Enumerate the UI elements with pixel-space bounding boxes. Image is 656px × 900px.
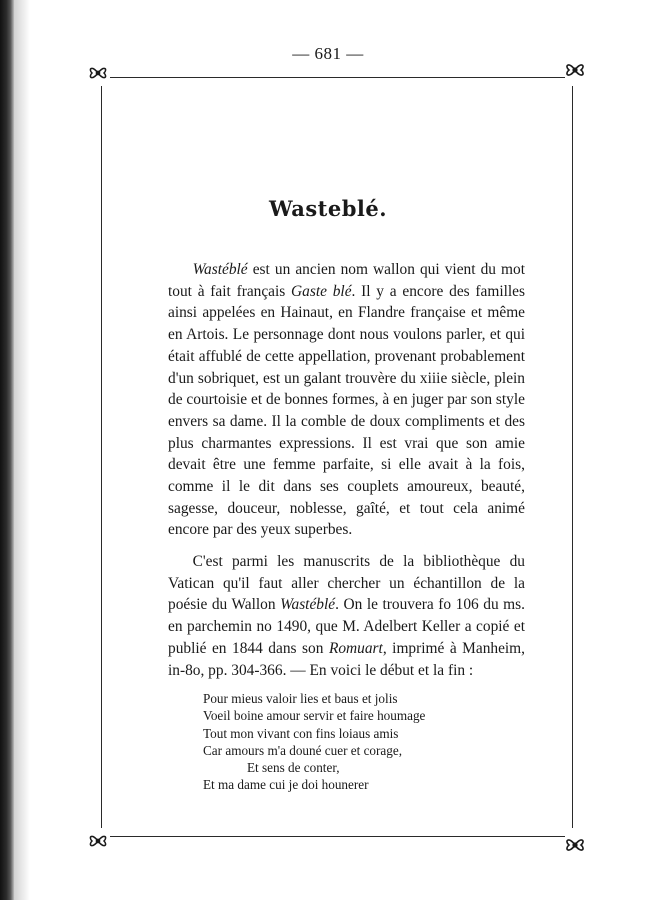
spine-shadow: [14, 0, 30, 900]
poem-line: Et ma dame cui je doi hounerer: [203, 777, 369, 793]
page-title: Wasteblé.: [268, 196, 388, 221]
name-emphasis: Wastéblé: [280, 596, 336, 614]
fleuron-knot-icon: [563, 833, 587, 857]
fleuron-knot-icon: [563, 58, 587, 82]
fleuron-knot-icon: [86, 829, 110, 853]
poem-excerpt: [203, 690, 523, 794]
book-spine-edge: [0, 0, 14, 900]
poem-line: Et sens de conter,: [247, 760, 340, 776]
page-number: — 681 —: [292, 44, 364, 63]
text-run: est un ancien nom wallon qui vient du mot tout à fait français: [168, 261, 525, 300]
paragraph-2: [168, 551, 525, 681]
poem-line: Pour mieus valoir lies et baus et jolis: [203, 691, 398, 706]
frame-bottom-line: [110, 836, 565, 837]
poem-line: Tout mon vivant con fins loiaus amis: [203, 725, 399, 741]
word-emphasis: Gaste blé: [291, 282, 352, 300]
poem-line: Voeil boine amour servir et faire houmage: [203, 708, 426, 724]
text-run: , imprimé à Manheim, in-8o, pp. 304-366. — En voici le début et la fin :: [168, 639, 526, 679]
paragraph-1: [168, 259, 525, 541]
text-run: C'est parmi les manuscrits de la bibliothèque du Vatican qu'il faut aller chercher un échantillon de la poésie du Wallon: [168, 553, 525, 614]
book-title-emphasis: Romuart: [328, 639, 383, 657]
poem-line: Car amours m'a douné cuer et corage,: [203, 742, 403, 758]
frame-top-line: [110, 77, 565, 78]
text-run: . Il y a encore des familles ainsi appelées en Hainaut, en Flandre française et même en Artois. Le personnage dont nous voulons parler, et qui était affublé de cette appellation, provenant probablement d'un sobriquet, est un galant trouvère du xiiie siècle, plein de courtoisie et de bonnes formes, à en juger par son style envers sa dame. Il la comble de doux compliments et des plus charmantes expressions. Il est vrai que son amie devait être une femme parfaite, si elle avait à la fois, comme il le dit dans ses couplets amoureux, beauté, sagesse, douceur, noblesse, gaîté, et tout cela animé encore par des yeux superbes.: [168, 282, 525, 539]
fleuron-knot-icon: [86, 61, 110, 85]
text-run: . On le trouvera fo 106 du ms. en parchemin no 1490, que M. Adelbert Keller a copié et publié en 1844 dans son: [168, 596, 525, 657]
name-emphasis: Wastéblé: [192, 261, 248, 278]
